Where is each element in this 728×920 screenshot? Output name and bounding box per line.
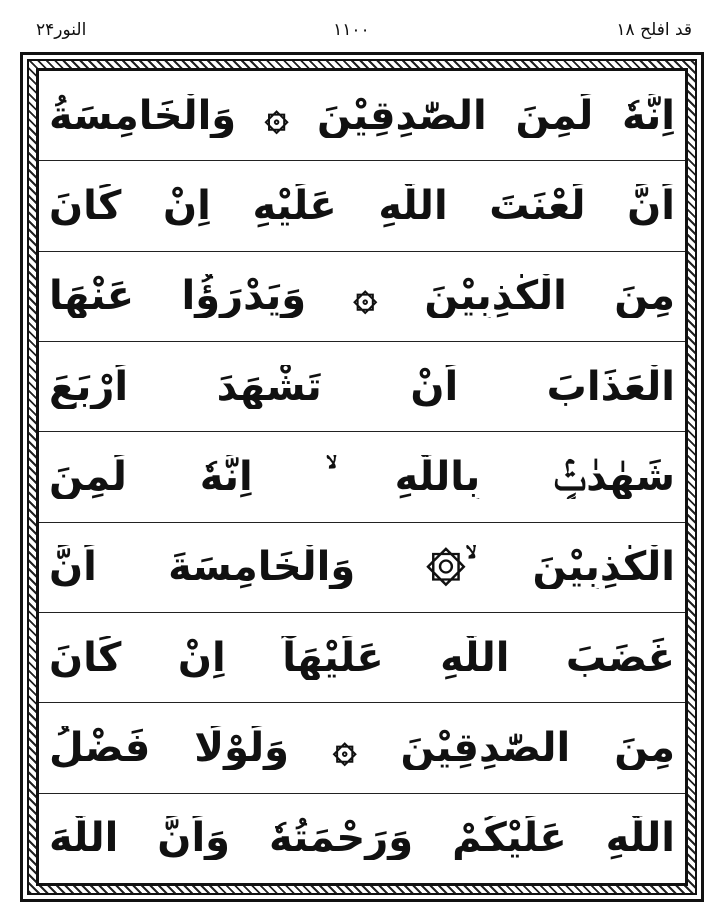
- verse-line: [39, 71, 685, 161]
- verse-line-text: الْكٰذِبِيْنَ ۙ۞ وَالْخَامِسَةَ اَنَّ: [49, 545, 675, 590]
- verse-line-text: اللّٰهِ عَلَيْكُمْ وَرَحْمَتُهٗ وَاَنَّ اللّٰهَ: [49, 816, 675, 861]
- verse-line: [39, 613, 685, 703]
- verse-line-text: شَهٰدٰتٍۢ بِاللّٰهِ ۙ اِنَّهٗ لَمِنَ: [49, 454, 675, 499]
- verse-line-text: الْعَذَابَ اَنْ تَشْهَدَ اَرْبَعَ: [49, 364, 675, 409]
- page-number: ۱۱۰۰: [333, 20, 370, 40]
- page-border: [20, 52, 704, 902]
- verse-line-text: مِنَ الصّٰدِقِيْنَ ۞ وَلَوْلَا فَضْلُ: [49, 725, 675, 770]
- verse-line: [39, 252, 685, 342]
- verse-line: [39, 161, 685, 251]
- verse-line: [39, 794, 685, 883]
- decorative-border-band: [27, 59, 697, 895]
- juz-name: قد افلح ۱۸: [616, 20, 692, 40]
- verse-panel: [36, 68, 688, 886]
- verse-line-text: مِنَ الْكٰذِبِيْنَ ۞ وَيَدْرَؤُا عَنْهَا: [49, 274, 675, 319]
- verse-line-text: اِنَّهٗ لَمِنَ الصّٰدِقِيْنَ ۞ وَالْخَامِسَةُ: [49, 93, 675, 138]
- verse-line: [39, 432, 685, 522]
- page-header: [36, 16, 692, 44]
- surah-name: النور۲۴: [36, 20, 87, 40]
- verse-line-text: غَضَبَ اللّٰهِ عَلَيْهَآ اِنْ كَانَ: [49, 635, 675, 680]
- verse-line: [39, 703, 685, 793]
- verse-line-text: اَنَّ لَعْنَتَ اللّٰهِ عَلَيْهِ اِنْ كَانَ: [49, 183, 675, 228]
- verse-line: [39, 523, 685, 613]
- verse-line: [39, 342, 685, 432]
